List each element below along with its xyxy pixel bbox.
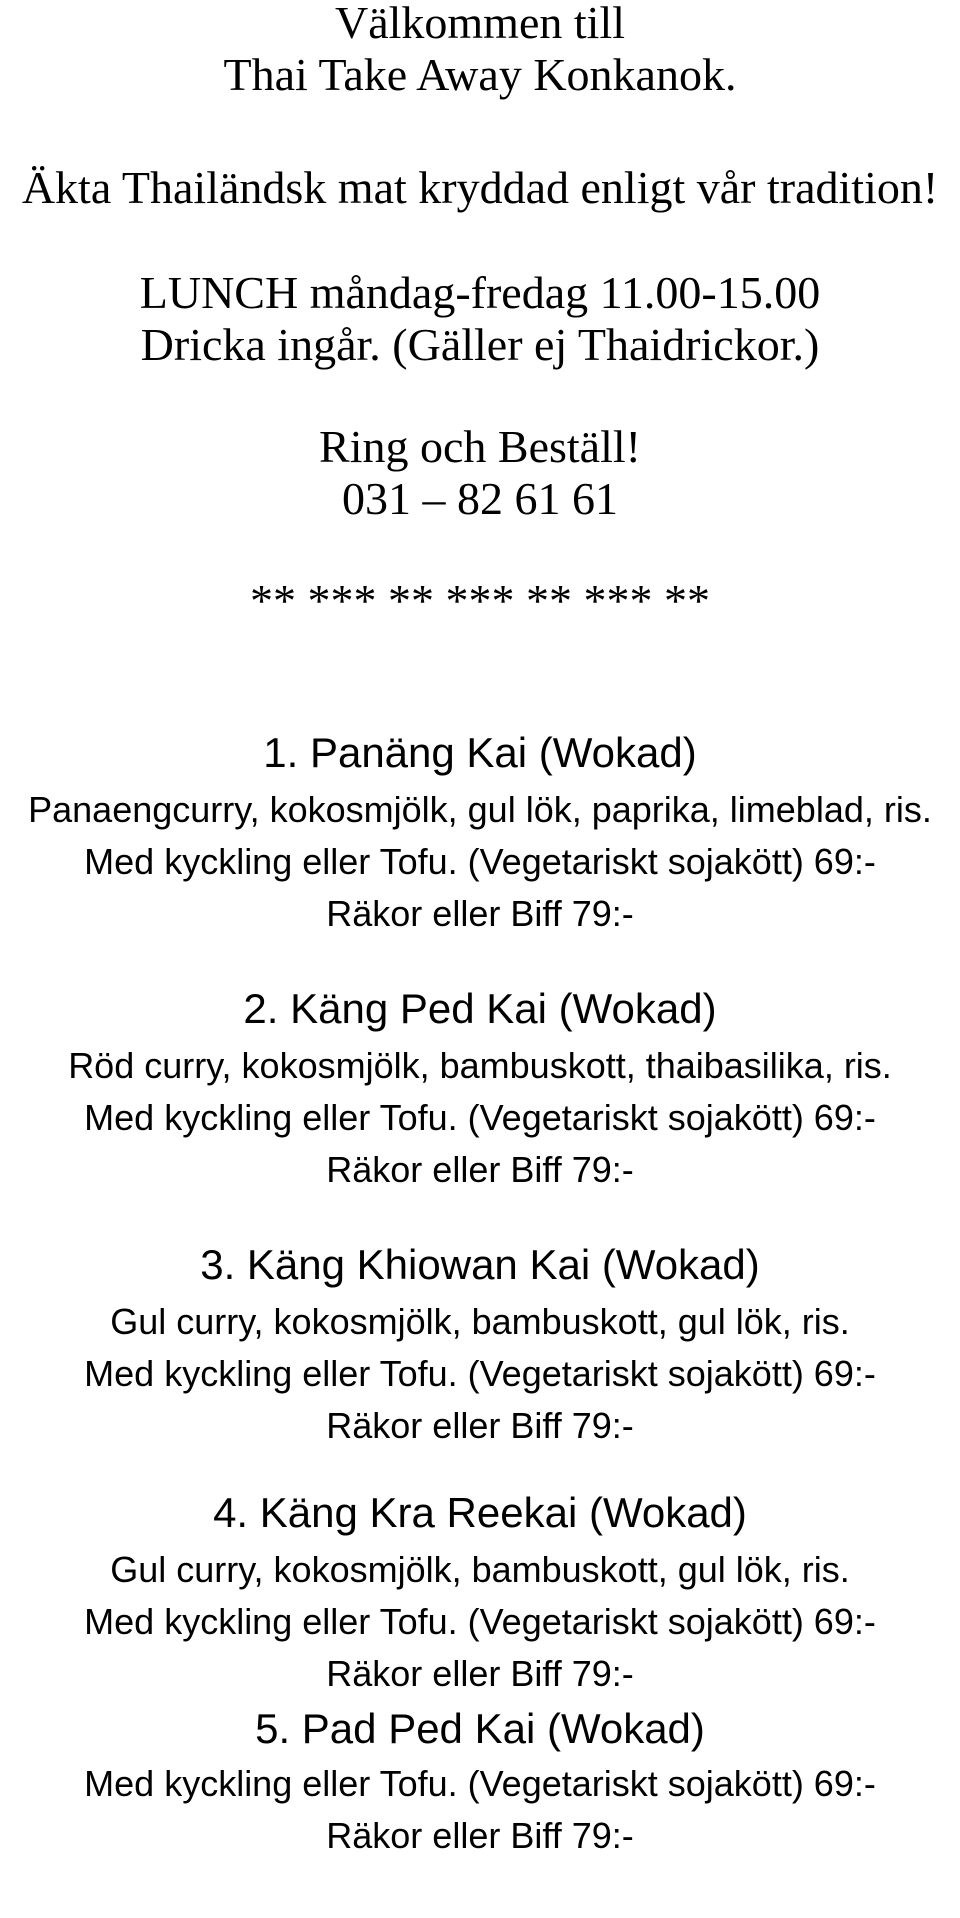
welcome-line: Välkommen till bbox=[334, 0, 625, 48]
menu-item-description: Röd curry, kokosmjölk, bambuskott, thaibasilika, ris. bbox=[68, 1045, 892, 1086]
menu-item-price-basic: Med kyckling eller Tofu. (Vegetariskt sojakött) 69:- bbox=[84, 1097, 876, 1138]
menu-item-description: Gul curry, kokosmjölk, bambuskott, gul lök, ris. bbox=[110, 1301, 850, 1342]
menu-item-price-premium: Räkor eller Biff 79:- bbox=[326, 1815, 634, 1856]
menu-item-price-basic: Med kyckling eller Tofu. (Vegetariskt sojakött) 69:- bbox=[84, 841, 876, 882]
menu-item-3 bbox=[0, 1241, 960, 1454]
drinks-note: Dricka ingår. (Gäller ej Thaidrickor.) bbox=[140, 319, 820, 370]
menu-item-5 bbox=[0, 1705, 960, 1918]
order-call: Ring och Beställ! bbox=[319, 421, 641, 472]
restaurant-name: Thai Take Away Konkanok. bbox=[223, 49, 737, 100]
menu-item-4 bbox=[0, 1489, 960, 1702]
tagline: Äkta Thailändsk mat kryddad enligt vår tradition! bbox=[21, 162, 939, 213]
menu-item-price-basic: Med kyckling eller Tofu. (Vegetariskt sojakött) 69:- bbox=[84, 1601, 876, 1642]
menu-item-1 bbox=[0, 729, 960, 942]
menu-item-title: 1. Panäng Kai (Wokad) bbox=[263, 729, 697, 776]
menu-item-price-basic: Med kyckling eller Tofu. (Vegetariskt sojakött) 69:- bbox=[84, 1353, 876, 1394]
menu-item-description: Panaengcurry, kokosmjölk, gul lök, paprika, limeblad, ris. bbox=[28, 789, 932, 830]
phone-number[interactable]: 031 – 82 61 61 bbox=[342, 473, 618, 524]
menu-item-description: Gul curry, kokosmjölk, bambuskott, gul lök, ris. bbox=[110, 1549, 850, 1590]
menu-item-price-premium: Räkor eller Biff 79:- bbox=[326, 1653, 634, 1694]
menu-item-title: 2. Käng Ped Kai (Wokad) bbox=[243, 985, 717, 1032]
menu-item-price-premium: Räkor eller Biff 79:- bbox=[326, 893, 634, 934]
menu-item-title: 3. Käng Khiowan Kai (Wokad) bbox=[200, 1241, 760, 1288]
menu-item-price-premium: Räkor eller Biff 79:- bbox=[326, 1405, 634, 1446]
separator: ** *** ** *** ** *** ** bbox=[250, 575, 710, 626]
menu-item-price-premium: Räkor eller Biff 79:- bbox=[326, 1149, 634, 1190]
menu-item-2 bbox=[0, 985, 960, 1198]
menu-item-price-basic: Med kyckling eller Tofu. (Vegetariskt sojakött) 69:- bbox=[84, 1763, 876, 1804]
lunch-hours: LUNCH måndag-fredag 11.00-15.00 bbox=[139, 267, 821, 318]
menu-item-title: 4. Käng Kra Reekai (Wokad) bbox=[213, 1489, 747, 1536]
menu-item-title: 5. Pad Ped Kai (Wokad) bbox=[255, 1705, 705, 1752]
